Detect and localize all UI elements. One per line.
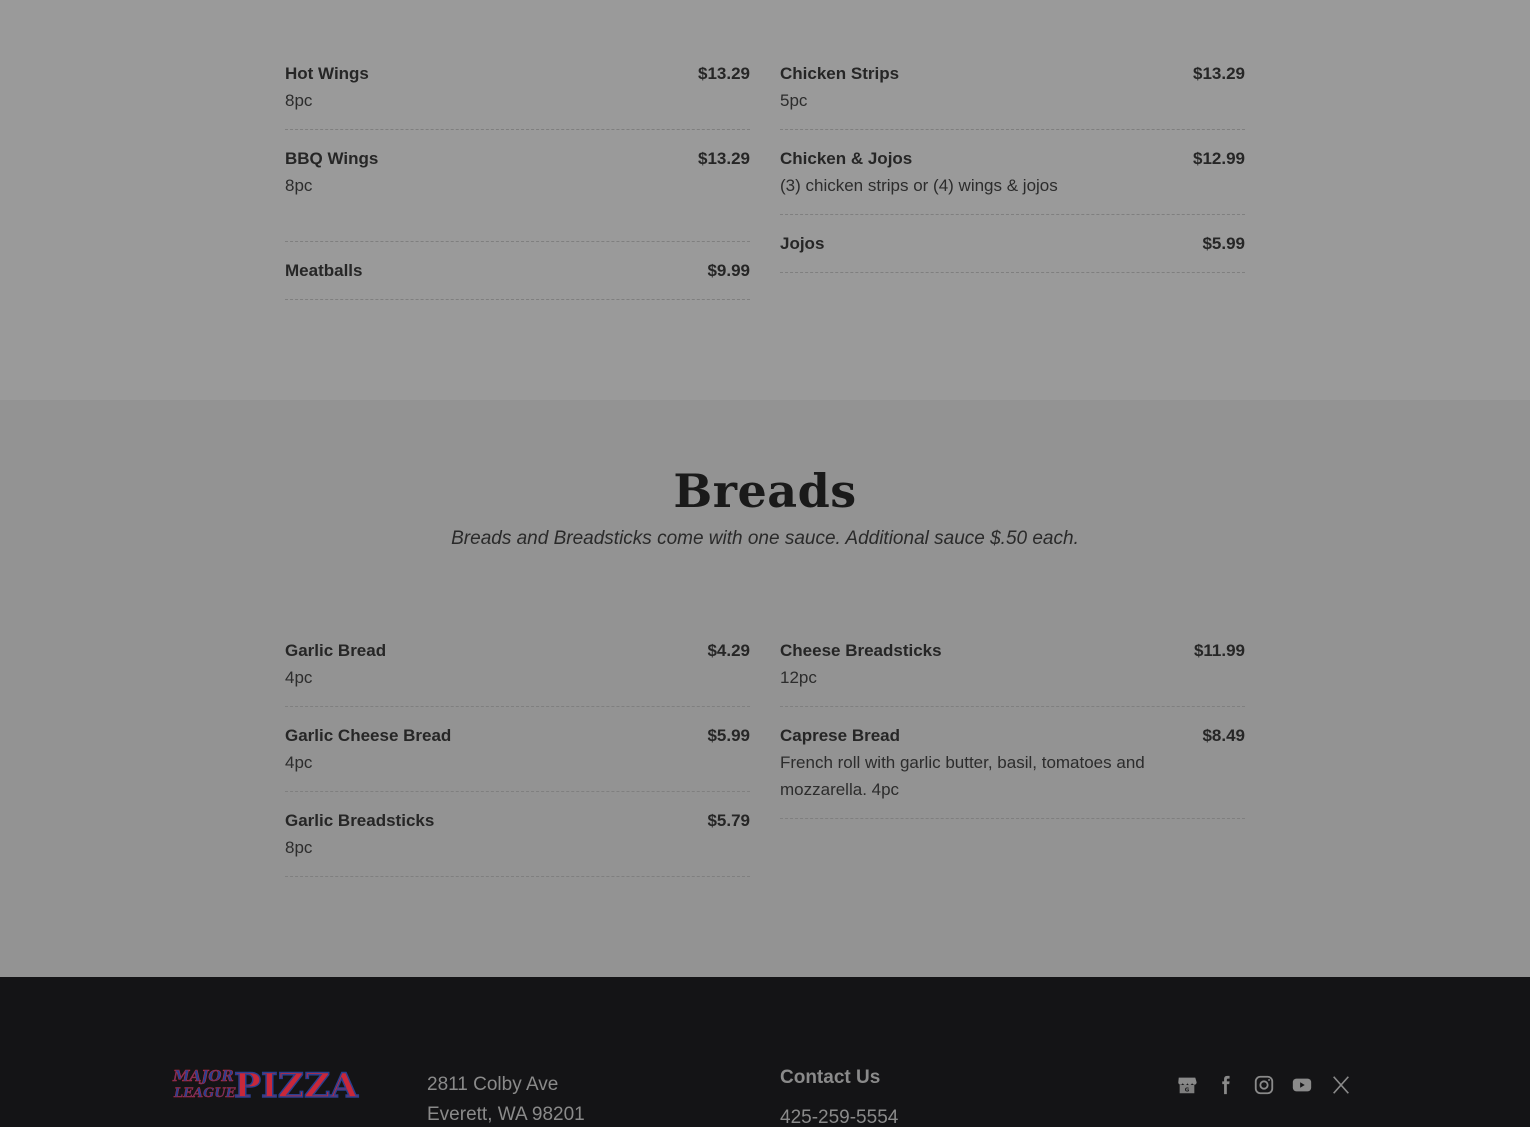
item-price: $13.29 (698, 149, 750, 168)
item-price: $12.99 (1193, 149, 1245, 168)
item-desc: 8pc (285, 838, 313, 857)
address-line-1: 2811 Colby Ave (427, 1074, 559, 1095)
breads-column-left (285, 637, 750, 877)
item-name: Chicken & Jojos (780, 149, 913, 168)
menu-item (780, 707, 1245, 819)
menu-item (780, 130, 1245, 215)
item-name: Garlic Bread (285, 641, 387, 660)
item-desc: mozzarella. 4pc (780, 780, 900, 799)
item-desc: 5pc (780, 91, 808, 110)
menu-item (285, 637, 750, 707)
item-desc: (3) chicken strips or (4) wings & jojos (780, 176, 1058, 195)
item-desc: French roll with garlic butter, basil, tomatoes and (780, 753, 1145, 772)
item-price: $11.99 (1193, 641, 1245, 660)
menu-item (285, 130, 750, 242)
major-league-pizza-logo[interactable] (170, 1063, 360, 1103)
item-desc: 8pc (285, 91, 313, 110)
breads-section (0, 400, 1530, 977)
x-icon[interactable] (1330, 1074, 1352, 1096)
svg-text:G: G (1184, 1087, 1190, 1094)
contact-title: Contact Us (780, 1067, 881, 1088)
facebook-icon[interactable] (1214, 1074, 1236, 1096)
breads-column-right (780, 637, 1245, 819)
google-business-icon[interactable] (1176, 1074, 1198, 1096)
svg-text:PIZZA: PIZZA (234, 1066, 359, 1103)
item-price: $4.29 (707, 641, 750, 660)
menu-column-left (285, 60, 750, 300)
item-desc: 8pc (285, 176, 313, 195)
item-price: $13.29 (698, 64, 750, 83)
item-price: $13.29 (1193, 64, 1245, 83)
instagram-icon[interactable] (1253, 1074, 1275, 1096)
item-price: $5.99 (1202, 234, 1245, 253)
item-name: Chicken Strips (780, 64, 900, 83)
item-desc: 4pc (285, 668, 313, 687)
item-name: BBQ Wings (285, 149, 379, 168)
youtube-icon[interactable] (1291, 1074, 1313, 1096)
svg-text:LEAGUE: LEAGUE (174, 1086, 236, 1101)
item-name: Meatballs (285, 261, 363, 280)
item-name: Jojos (780, 234, 825, 253)
menu-item (285, 242, 750, 300)
item-desc: 12pc (780, 668, 817, 687)
svg-text:MAJOR: MAJOR (173, 1067, 234, 1085)
footer (0, 977, 1530, 1127)
menu-item (780, 637, 1245, 707)
item-name: Caprese Bread (780, 726, 901, 745)
item-price: $9.99 (707, 261, 750, 280)
item-price: $5.99 (707, 726, 750, 745)
item-name: Hot Wings (285, 64, 369, 83)
item-desc: 4pc (285, 753, 313, 772)
item-price: $5.79 (707, 811, 750, 830)
menu-item (285, 792, 750, 877)
menu-column-right (780, 60, 1245, 273)
menu-item (285, 60, 750, 130)
menu-item (780, 215, 1245, 273)
item-price: $8.49 (1202, 726, 1245, 745)
section-subtitle: Breads and Breadsticks come with one sauce. Additional sauce $.50 each. (451, 528, 1079, 549)
menu-item (285, 707, 750, 792)
address-line-2: Everett, WA 98201 (427, 1104, 585, 1125)
item-name: Cheese Breadsticks (780, 641, 942, 660)
section-title: Breads (673, 464, 857, 518)
contact-phone[interactable]: 425-259-5554 (780, 1107, 899, 1127)
item-name: Garlic Breadsticks (285, 811, 435, 830)
item-name: Garlic Cheese Bread (285, 726, 452, 745)
menu-section-top (0, 0, 1530, 400)
menu-item (780, 60, 1245, 130)
